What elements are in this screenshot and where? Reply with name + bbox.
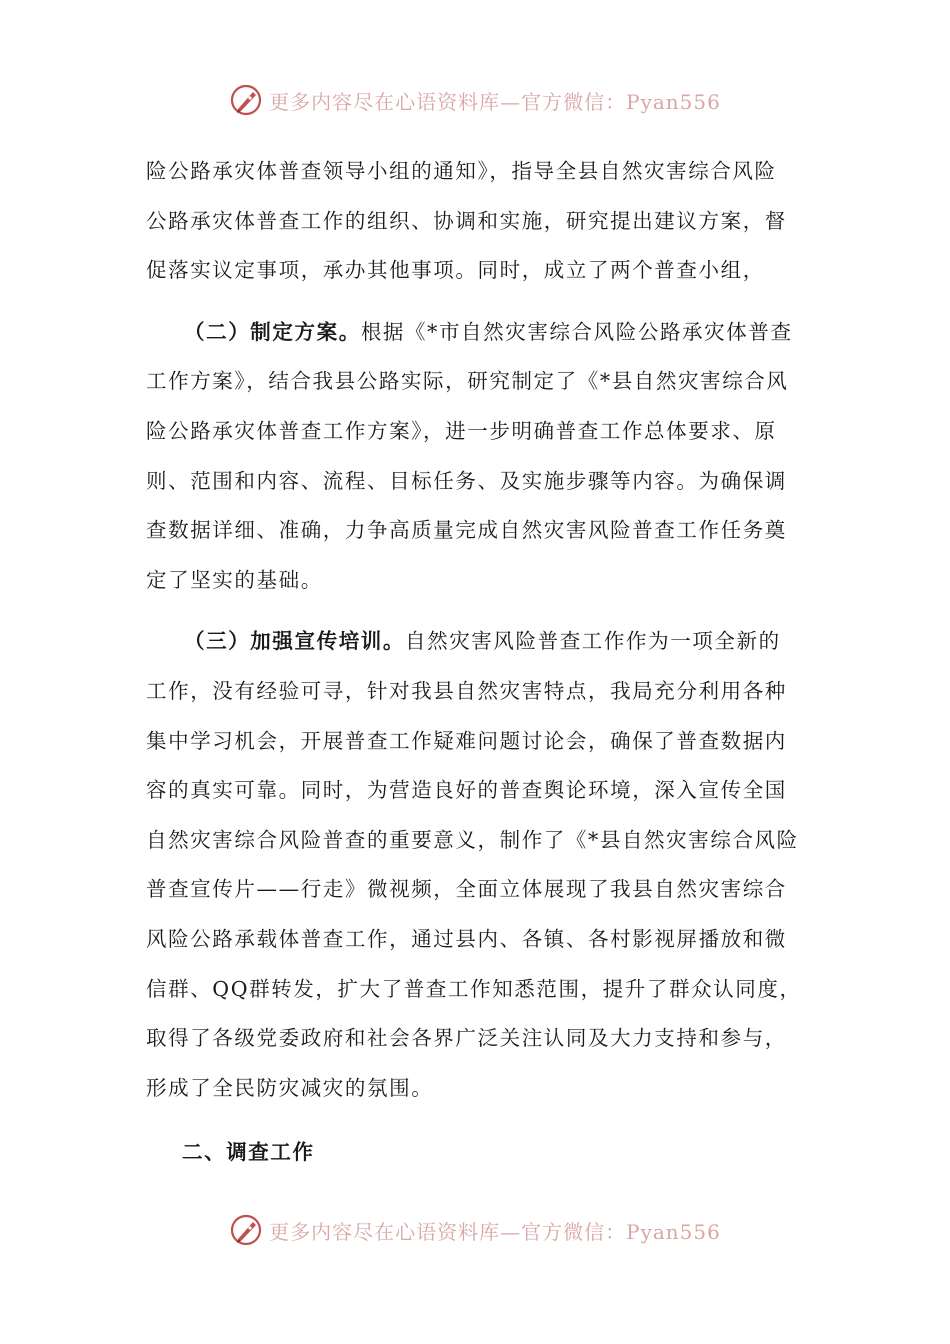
text-line: 信群、QQ群转发，扩大了普查工作知悉范围，提升了群众认同度， bbox=[146, 976, 802, 1001]
pen-logo-icon bbox=[229, 83, 263, 117]
text-line: 风险公路承载体普查工作，通过县内、各镇、各村影视屏播放和微 bbox=[146, 926, 787, 951]
section-2-first-line: 根据《*市自然灾害综合风险公路承灾体普查 bbox=[360, 319, 793, 344]
section-2-paragraph bbox=[146, 308, 808, 606]
text-line: 集中学习机会，开展普查工作疑难问题讨论会，确保了普查数据内 bbox=[146, 728, 787, 753]
text-line: 取得了各级党委政府和社会各界广泛关注认同及大力支持和参与， bbox=[146, 1026, 787, 1051]
section-3-heading: （三）加强宣传培训。 bbox=[184, 629, 405, 654]
pen-logo-icon bbox=[229, 1213, 263, 1247]
text-line: 工作方案》，结合我县公路实际，研究制定了《*县自然灾害综合风 bbox=[146, 369, 789, 394]
section-2-heading: （二）制定方案。 bbox=[184, 319, 361, 344]
section-3-first-line: 自然灾害风险普查工作作为一项全新的 bbox=[405, 629, 781, 654]
text-line: 险公路承灾体普查工作方案》，进一步明确普查工作总体要求、原 bbox=[146, 418, 777, 443]
text-line: 自然灾害综合风险普查的重要意义，制作了《*县自然灾害综合风险 bbox=[146, 827, 799, 852]
watermark-text: 更多内容尽在心语资料库—官方微信：Pyan556 bbox=[269, 1219, 721, 1244]
text-line: 公路承灾体普查工作的组织、协调和实施，研究提出建议方案，督 bbox=[146, 208, 787, 233]
watermark-banner-top bbox=[0, 80, 950, 120]
section-3-paragraph bbox=[146, 617, 808, 1113]
text-line bbox=[146, 308, 808, 358]
text-line: 工作，没有经验可寻，针对我县自然灾害特点，我局充分利用各种 bbox=[146, 678, 787, 703]
text-line: 普查宣传片——行走》微视频，全面立体展现了我县自然灾害综合 bbox=[146, 877, 787, 902]
text-line: 则、范围和内容、流程、目标任务、及实施步骤等内容。为确保调 bbox=[146, 468, 787, 493]
text-line: 险公路承灾体普查领导小组的通知》，指导全县自然灾害综合风险 bbox=[146, 159, 777, 183]
watermark-banner-bottom bbox=[0, 1210, 950, 1250]
text-line: 定了坚实的基础。 bbox=[146, 567, 323, 592]
text-line: 形成了全民防灾减灾的氛围。 bbox=[146, 1075, 434, 1100]
text-line bbox=[146, 617, 808, 667]
text-line: 容的真实可靠。同时，为营造良好的普查舆论环境，深入宣传全国 bbox=[146, 778, 787, 803]
text-line: 查数据详细、准确，力争高质量完成自然灾害风险普查工作任务奠 bbox=[146, 518, 787, 543]
document-body bbox=[146, 147, 808, 1113]
intro-paragraph bbox=[146, 147, 808, 296]
watermark-text: 更多内容尽在心语资料库—官方微信：Pyan556 bbox=[269, 89, 721, 114]
section-heading: 二、调查工作 bbox=[182, 1140, 315, 1164]
text-line: 促落实议定事项，承办其他事项。同时，成立了两个普查小组， bbox=[146, 258, 765, 283]
